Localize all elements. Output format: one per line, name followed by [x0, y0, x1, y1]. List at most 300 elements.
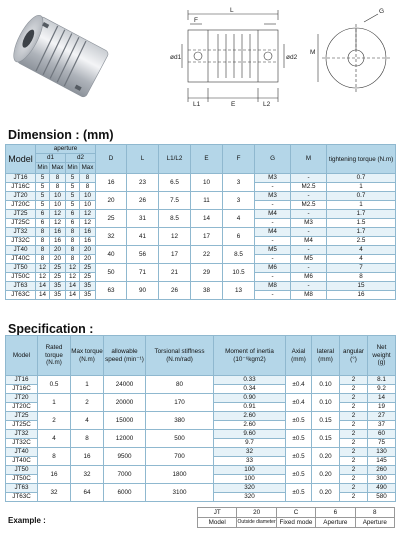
spec-col-max: Max torque (N.m): [71, 336, 104, 376]
e-cell: 38: [191, 282, 223, 300]
l-cell: 41: [127, 228, 159, 246]
g-cell: -: [255, 201, 291, 210]
example-caption-model: Model: [198, 518, 237, 528]
f-cell: 6: [223, 228, 255, 246]
d1-max-cell: 12: [50, 219, 66, 228]
d1-max-cell: 8: [50, 174, 66, 183]
d1-max-cell: 35: [50, 282, 66, 291]
d2-min-cell: 8: [66, 237, 80, 246]
f-cell: 3: [223, 174, 255, 192]
table-row: [6, 246, 396, 255]
spec-angular-cell: 2: [340, 493, 368, 502]
l-cell: 31: [127, 210, 159, 228]
spec-speed-cell: 15000: [104, 412, 146, 430]
l1l2-cell: 12: [159, 228, 191, 246]
example-caption-diameter: Outside diameter: [237, 518, 276, 528]
d2-min-cell: 8: [66, 255, 80, 264]
d-cell: 50: [96, 264, 127, 282]
example-value-fixed: C: [276, 508, 315, 518]
spec-rated-cell: 16: [38, 466, 71, 484]
col-model: Model: [6, 145, 36, 174]
d2-min-cell: 5: [66, 183, 80, 192]
d2-max-cell: 10: [80, 192, 96, 201]
spec-max-cell: 32: [71, 466, 104, 484]
spec-col-rated: Rated torque (N.m): [38, 336, 71, 376]
model-cell: JT63C: [6, 291, 36, 300]
spec-model-cell: JT63: [6, 484, 38, 493]
d1-max-cell: 25: [50, 273, 66, 282]
spec-rated-cell: 8: [38, 448, 71, 466]
col-d1-max: Max: [50, 163, 66, 174]
spec-model-cell: JT32: [6, 430, 38, 439]
d1-min-cell: 5: [36, 201, 50, 210]
d1-max-cell: 12: [50, 210, 66, 219]
spec-lateral-cell: 0.20: [312, 448, 340, 466]
spec-stiffness-cell: 3100: [146, 484, 214, 502]
spec-lateral-cell: 0.20: [312, 466, 340, 484]
spec-weight-cell: 490: [368, 484, 396, 493]
g-cell: M4: [255, 210, 291, 219]
spec-model-cell: JT25: [6, 412, 38, 421]
spec-rated-cell: 4: [38, 430, 71, 448]
spec-model-cell: JT63C: [6, 493, 38, 502]
d1-max-cell: 10: [50, 201, 66, 210]
model-cell: JT25: [6, 210, 36, 219]
drawing-label-l2: L2: [263, 101, 271, 108]
spec-inertia-cell: 320: [214, 484, 286, 493]
d1-min-cell: 14: [36, 282, 50, 291]
table-row: [6, 394, 396, 403]
model-cell: JT50C: [6, 273, 36, 282]
spec-model-cell: JT16: [6, 376, 38, 385]
spec-axial-cell: ±0.5: [286, 448, 312, 466]
d2-min-cell: 14: [66, 282, 80, 291]
d2-max-cell: 35: [80, 291, 96, 300]
d-cell: 25: [96, 210, 127, 228]
example-value-diameter: 20: [237, 508, 276, 518]
spec-weight-cell: 19: [368, 403, 396, 412]
d2-min-cell: 5: [66, 201, 80, 210]
d1-min-cell: 6: [36, 219, 50, 228]
drawing-label-m: M: [310, 49, 316, 56]
g-cell: -: [255, 237, 291, 246]
col-e: E: [191, 145, 223, 174]
spec-model-cell: JT40: [6, 448, 38, 457]
spec-inertia-cell: 0.34: [214, 385, 286, 394]
d1-min-cell: 8: [36, 237, 50, 246]
d1-max-cell: 16: [50, 237, 66, 246]
spec-lateral-cell: 0.10: [312, 376, 340, 394]
spec-model-cell: JT32C: [6, 439, 38, 448]
drawing-label-g: G: [379, 8, 385, 15]
f-cell: 13: [223, 282, 255, 300]
d2-max-cell: 16: [80, 228, 96, 237]
l1l2-cell: 21: [159, 264, 191, 282]
d1-max-cell: 20: [50, 255, 66, 264]
spec-stiffness-cell: 170: [146, 394, 214, 412]
d2-min-cell: 12: [66, 273, 80, 282]
col-d2: d2: [66, 154, 96, 163]
spec-inertia-cell: 0.33: [214, 376, 286, 385]
specification-table: [5, 335, 396, 502]
example-label: Example :: [8, 516, 46, 525]
d-cell: 40: [96, 246, 127, 264]
spec-angular-cell: 2: [340, 466, 368, 475]
e-cell: 17: [191, 228, 223, 246]
torque-cell: 4: [327, 246, 396, 255]
col-d: D: [96, 145, 127, 174]
model-cell: JT40: [6, 246, 36, 255]
g-cell: M3: [255, 192, 291, 201]
torque-cell: 2.5: [327, 237, 396, 246]
d2-max-cell: 10: [80, 201, 96, 210]
spec-angular-cell: 2: [340, 412, 368, 421]
m-cell: -: [291, 246, 327, 255]
spec-rated-cell: 1: [38, 394, 71, 412]
col-d2-min: Min: [66, 163, 80, 174]
g-cell: -: [255, 183, 291, 192]
d1-min-cell: 12: [36, 273, 50, 282]
d2-min-cell: 5: [66, 174, 80, 183]
m-cell: -: [291, 174, 327, 183]
torque-cell: 1.5: [327, 219, 396, 228]
specification-title: Specification :: [8, 322, 94, 336]
col-aperture: aperture: [36, 145, 96, 154]
drawing-label-e: E: [231, 101, 236, 108]
d1-min-cell: 14: [36, 291, 50, 300]
example-caption-aperture-1: Aperture: [316, 518, 355, 528]
spec-inertia-cell: 33: [214, 457, 286, 466]
product-image: [6, 4, 116, 108]
table-row: [6, 192, 396, 201]
d1-max-cell: 10: [50, 192, 66, 201]
e-cell: 22: [191, 246, 223, 264]
spec-max-cell: 2: [71, 394, 104, 412]
spec-inertia-cell: 32: [214, 448, 286, 457]
torque-cell: 1: [327, 183, 396, 192]
spec-lateral-cell: 0.20: [312, 484, 340, 502]
model-cell: JT16C: [6, 183, 36, 192]
table-row: [6, 282, 396, 291]
g-cell: M4: [255, 228, 291, 237]
table-row: [6, 174, 396, 183]
spec-stiffness-cell: 380: [146, 412, 214, 430]
model-cell: JT20C: [6, 201, 36, 210]
model-cell: JT20: [6, 192, 36, 201]
l1l2-cell: 26: [159, 282, 191, 300]
spec-angular-cell: 2: [340, 421, 368, 430]
d1-max-cell: 25: [50, 264, 66, 273]
model-cell: JT16: [6, 174, 36, 183]
spec-rated-cell: 32: [38, 484, 71, 502]
g-cell: M3: [255, 174, 291, 183]
spec-max-cell: 64: [71, 484, 104, 502]
col-l1l2: L1/L2: [159, 145, 191, 174]
model-cell: JT50: [6, 264, 36, 273]
d1-min-cell: 8: [36, 255, 50, 264]
m-cell: M4: [291, 237, 327, 246]
e-cell: 14: [191, 210, 223, 228]
col-f: F: [223, 145, 255, 174]
col-m: M: [291, 145, 327, 174]
spec-model-cell: JT40C: [6, 457, 38, 466]
d-cell: 32: [96, 228, 127, 246]
d2-max-cell: 20: [80, 255, 96, 264]
col-d1-min: Min: [36, 163, 50, 174]
spec-lateral-cell: 0.10: [312, 394, 340, 412]
f-cell: 4: [223, 210, 255, 228]
d2-max-cell: 12: [80, 219, 96, 228]
example-value-model: JT: [198, 508, 237, 518]
example-caption-fixed: Fixed mode: [276, 518, 315, 528]
table-row: [6, 228, 396, 237]
torque-cell: 1.7: [327, 210, 396, 219]
spec-inertia-cell: 9.60: [214, 430, 286, 439]
d-cell: 63: [96, 282, 127, 300]
drawing-label-l: L: [230, 7, 234, 14]
l1l2-cell: 8.5: [159, 210, 191, 228]
drawing-label-d2: ød2: [286, 54, 298, 61]
d2-max-cell: 25: [80, 264, 96, 273]
spec-model-cell: JT50C: [6, 475, 38, 484]
spec-col-model: Model: [6, 336, 38, 376]
d1-min-cell: 5: [36, 174, 50, 183]
spec-angular-cell: 2: [340, 385, 368, 394]
spec-weight-cell: 14: [368, 394, 396, 403]
spec-speed-cell: 12000: [104, 430, 146, 448]
spec-rated-cell: 2: [38, 412, 71, 430]
f-cell: 8.5: [223, 246, 255, 264]
spec-weight-cell: 37: [368, 421, 396, 430]
g-cell: -: [255, 273, 291, 282]
table-row: [6, 264, 396, 273]
spec-col-angular: angular (°): [340, 336, 368, 376]
spec-lateral-cell: 0.15: [312, 430, 340, 448]
example-caption-aperture-2: Aperture: [355, 518, 394, 528]
d2-min-cell: 6: [66, 210, 80, 219]
d1-max-cell: 35: [50, 291, 66, 300]
spec-weight-cell: 60: [368, 430, 396, 439]
spec-inertia-cell: 9.7: [214, 439, 286, 448]
spec-weight-cell: 75: [368, 439, 396, 448]
model-cell: JT63: [6, 282, 36, 291]
l-cell: 71: [127, 264, 159, 282]
spec-weight-cell: 9.2: [368, 385, 396, 394]
spec-inertia-cell: 0.91: [214, 403, 286, 412]
d2-max-cell: 8: [80, 183, 96, 192]
spec-col-axial: Axial (mm): [286, 336, 312, 376]
spec-weight-cell: 260: [368, 466, 396, 475]
d2-min-cell: 14: [66, 291, 80, 300]
spec-stiffness-cell: 700: [146, 448, 214, 466]
spec-axial-cell: ±0.4: [286, 376, 312, 394]
drawing-label-f: F: [194, 17, 198, 24]
spec-speed-cell: 24000: [104, 376, 146, 394]
m-cell: -: [291, 282, 327, 291]
spec-inertia-cell: 320: [214, 493, 286, 502]
spec-max-cell: 4: [71, 412, 104, 430]
g-cell: -: [255, 255, 291, 264]
l1l2-cell: 6.5: [159, 174, 191, 192]
torque-cell: 16: [327, 291, 396, 300]
d1-max-cell: 16: [50, 228, 66, 237]
spec-angular-cell: 2: [340, 394, 368, 403]
model-cell: JT25C: [6, 219, 36, 228]
spec-weight-cell: 300: [368, 475, 396, 484]
g-cell: -: [255, 219, 291, 228]
col-d1: d1: [36, 154, 66, 163]
table-row: [6, 210, 396, 219]
spec-model-cell: JT25C: [6, 421, 38, 430]
d1-min-cell: 6: [36, 210, 50, 219]
col-torque: tightening torque (N.m): [327, 145, 396, 174]
d1-max-cell: 8: [50, 183, 66, 192]
example-table: [197, 507, 395, 528]
spec-weight-cell: 580: [368, 493, 396, 502]
spec-angular-cell: 2: [340, 439, 368, 448]
spec-inertia-cell: 100: [214, 475, 286, 484]
model-cell: JT40C: [6, 255, 36, 264]
d2-min-cell: 8: [66, 228, 80, 237]
spec-angular-cell: 2: [340, 448, 368, 457]
f-cell: 10.5: [223, 264, 255, 282]
spec-model-cell: JT16C: [6, 385, 38, 394]
spec-inertia-cell: 0.90: [214, 394, 286, 403]
e-cell: 29: [191, 264, 223, 282]
d1-max-cell: 20: [50, 246, 66, 255]
spec-stiffness-cell: 80: [146, 376, 214, 394]
l-cell: 26: [127, 192, 159, 210]
spec-axial-cell: ±0.5: [286, 484, 312, 502]
l1l2-cell: 7.5: [159, 192, 191, 210]
col-d2-max: Max: [80, 163, 96, 174]
m-cell: -: [291, 192, 327, 201]
table-row: [6, 430, 396, 439]
spec-axial-cell: ±0.5: [286, 466, 312, 484]
col-g: G: [255, 145, 291, 174]
torque-cell: 1.7: [327, 228, 396, 237]
col-l: L: [127, 145, 159, 174]
m-cell: -: [291, 210, 327, 219]
table-row: [6, 466, 396, 475]
spec-model-cell: JT20: [6, 394, 38, 403]
spec-angular-cell: 2: [340, 457, 368, 466]
m-cell: -: [291, 228, 327, 237]
e-cell: 10: [191, 174, 223, 192]
drawing-label-l1: L1: [193, 101, 201, 108]
spec-weight-cell: 145: [368, 457, 396, 466]
spec-axial-cell: ±0.4: [286, 394, 312, 412]
torque-cell: 0.7: [327, 174, 396, 183]
dimension-table: [5, 144, 396, 300]
spec-weight-cell: 27: [368, 412, 396, 421]
d2-min-cell: 8: [66, 246, 80, 255]
spec-col-lateral: lateral (mm): [312, 336, 340, 376]
l-cell: 23: [127, 174, 159, 192]
m-cell: -: [291, 264, 327, 273]
spec-col-speed: allowable speed (min⁻¹): [104, 336, 146, 376]
table-row: [6, 484, 396, 493]
d2-max-cell: 25: [80, 273, 96, 282]
m-cell: M2.5: [291, 183, 327, 192]
spec-lateral-cell: 0.15: [312, 412, 340, 430]
spec-angular-cell: 2: [340, 376, 368, 385]
d1-min-cell: 5: [36, 183, 50, 192]
spec-angular-cell: 2: [340, 430, 368, 439]
technical-drawing: [168, 4, 398, 108]
m-cell: M2.5: [291, 201, 327, 210]
table-row: [6, 376, 396, 385]
m-cell: M3: [291, 219, 327, 228]
f-cell: 3: [223, 192, 255, 210]
spec-max-cell: 8: [71, 430, 104, 448]
g-cell: M8: [255, 282, 291, 291]
table-row: [6, 448, 396, 457]
spec-col-stiffness: Torsional stiffness (N.m/rad): [146, 336, 214, 376]
d2-max-cell: 20: [80, 246, 96, 255]
m-cell: M8: [291, 291, 327, 300]
d2-min-cell: 5: [66, 192, 80, 201]
d2-max-cell: 12: [80, 210, 96, 219]
spec-axial-cell: ±0.5: [286, 412, 312, 430]
torque-cell: 0.7: [327, 192, 396, 201]
drawing-label-d1: ød1: [170, 54, 182, 61]
g-cell: M6: [255, 264, 291, 273]
m-cell: M5: [291, 255, 327, 264]
model-cell: JT32: [6, 228, 36, 237]
d1-min-cell: 5: [36, 192, 50, 201]
dimension-title: Dimension : (mm): [8, 128, 114, 142]
d2-min-cell: 12: [66, 264, 80, 273]
d1-min-cell: 8: [36, 228, 50, 237]
spec-model-cell: JT20C: [6, 403, 38, 412]
spec-speed-cell: 7000: [104, 466, 146, 484]
spec-angular-cell: 2: [340, 403, 368, 412]
l-cell: 56: [127, 246, 159, 264]
torque-cell: 4: [327, 255, 396, 264]
torque-cell: 7: [327, 264, 396, 273]
l-cell: 90: [127, 282, 159, 300]
torque-cell: 15: [327, 282, 396, 291]
m-cell: M6: [291, 273, 327, 282]
e-cell: 11: [191, 192, 223, 210]
d1-min-cell: 12: [36, 264, 50, 273]
torque-cell: 1: [327, 201, 396, 210]
spec-speed-cell: 6000: [104, 484, 146, 502]
d2-max-cell: 8: [80, 174, 96, 183]
spec-angular-cell: 2: [340, 484, 368, 493]
spec-inertia-cell: 100: [214, 466, 286, 475]
spec-max-cell: 1: [71, 376, 104, 394]
g-cell: M5: [255, 246, 291, 255]
example-value-aperture-2: 8: [355, 508, 394, 518]
g-cell: -: [255, 291, 291, 300]
spec-model-cell: JT50: [6, 466, 38, 475]
spec-stiffness-cell: 500: [146, 430, 214, 448]
spec-rated-cell: 0.5: [38, 376, 71, 394]
l1l2-cell: 17: [159, 246, 191, 264]
model-cell: JT32C: [6, 237, 36, 246]
spec-max-cell: 16: [71, 448, 104, 466]
spec-weight-cell: 130: [368, 448, 396, 457]
torque-cell: 8: [327, 273, 396, 282]
d2-max-cell: 35: [80, 282, 96, 291]
spec-weight-cell: 8.1: [368, 376, 396, 385]
spec-col-inertia: Moment of inertia (10⁻⁶kgm2): [214, 336, 286, 376]
spec-angular-cell: 2: [340, 475, 368, 484]
spec-inertia-cell: 2.60: [214, 412, 286, 421]
d2-min-cell: 6: [66, 219, 80, 228]
